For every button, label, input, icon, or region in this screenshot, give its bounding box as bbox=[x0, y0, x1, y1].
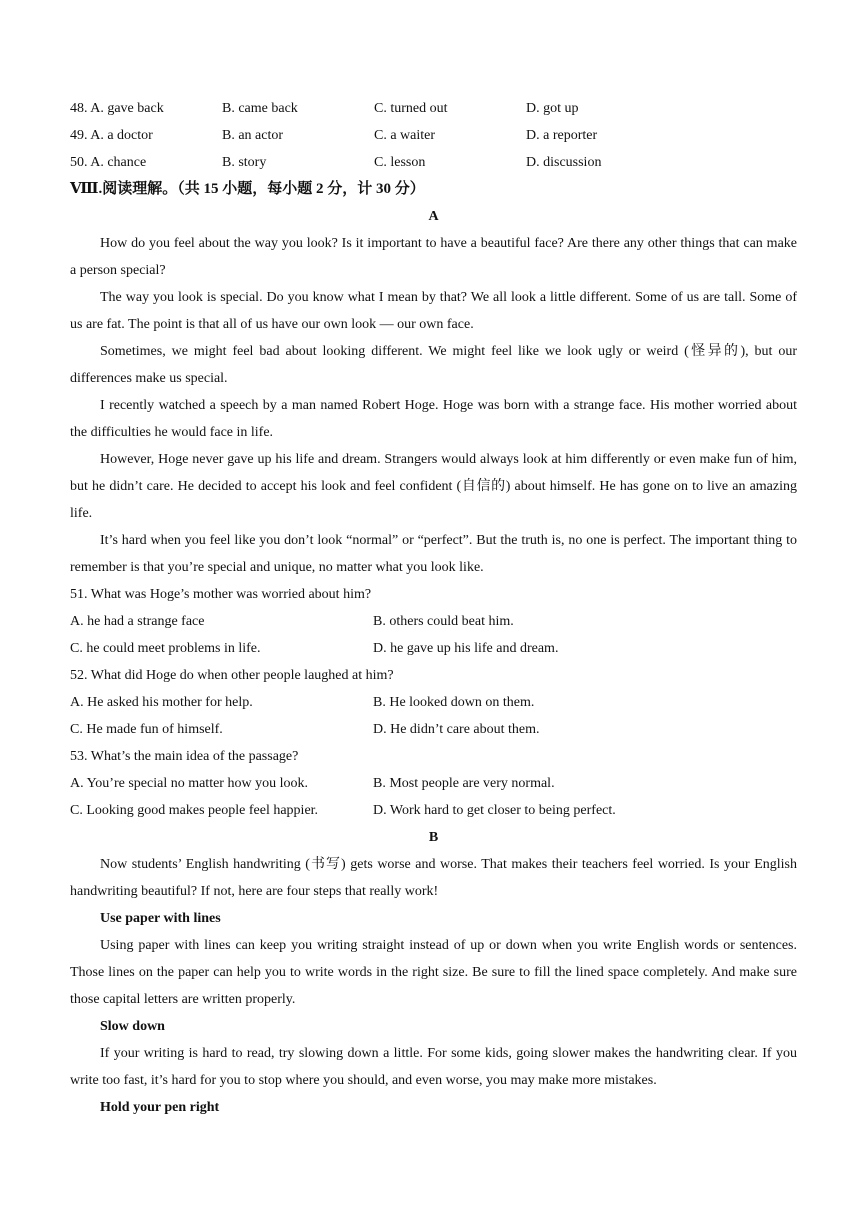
section-title: Ⅷ.阅读理解。（共 15 小题，每小题 2 分，计 30 分） bbox=[70, 181, 425, 197]
option-c: C. a waiter bbox=[374, 128, 436, 143]
option-c: C. Looking good makes people feel happier. bbox=[70, 803, 319, 818]
cloze-options-49 bbox=[70, 122, 797, 149]
option-c: C. He made fun of himself. bbox=[70, 722, 223, 737]
option-d: D. got up bbox=[526, 101, 579, 116]
step-text: If your writing is hard to read, try slowing down a little. For some kids, going slower makes the handwriting clear. If you write too fast, it’s hard for you to stop where you should, and even worse, you may make more mistakes. bbox=[70, 1046, 797, 1088]
passage-a-paragraph: How do you feel about the way you look? Is it important to have a beautiful face? Are there any other things that can make a person special? bbox=[70, 236, 797, 278]
question-52: 52. What did Hoge do when other people laughed at him? bbox=[70, 668, 394, 683]
question-52-options-row1 bbox=[70, 689, 797, 716]
cloze-options-50 bbox=[70, 149, 797, 176]
passage-a-paragraph: Sometimes, we might feel bad about looking different. We might feel like we look ugly or weird (怪异的), but our differences make us special. bbox=[70, 344, 797, 386]
option-c: C. lesson bbox=[374, 155, 426, 170]
option-d: D. discussion bbox=[526, 155, 602, 170]
question-53-options-row1 bbox=[70, 770, 797, 797]
passage-a-paragraph: I recently watched a speech by a man named Robert Hoge. Hoge was born with a strange face. His mother worried about the difficulties he would face in life. bbox=[70, 398, 797, 440]
step-heading: Use paper with lines bbox=[100, 911, 221, 926]
cloze-options-48 bbox=[70, 95, 797, 122]
option-b: B. story bbox=[222, 155, 267, 170]
option-c: C. turned out bbox=[374, 101, 448, 116]
option-d: D. Work hard to get closer to being perfect. bbox=[373, 803, 616, 818]
passage-b-label: B bbox=[428, 830, 439, 845]
option-b: B. an actor bbox=[222, 128, 284, 143]
option-a: 50. A. chance bbox=[70, 155, 147, 170]
option-c: C. he could meet problems in life. bbox=[70, 641, 261, 656]
step-text: Using paper with lines can keep you writing straight instead of up or down when you write English words or sentences. Those lines on the paper can help you to write words in the right size. Be sure to fill the lined space completely. And make sure those capital letters are written properly. bbox=[70, 938, 797, 1007]
option-d: D. He didn’t care about them. bbox=[373, 722, 540, 737]
option-a: A. You’re special no matter how you look. bbox=[70, 776, 308, 791]
option-a: A. he had a strange face bbox=[70, 614, 205, 629]
question-51: 51. What was Hoge’s mother was worried about him? bbox=[70, 587, 372, 602]
option-b: B. others could beat him. bbox=[373, 614, 514, 629]
question-51-options-row1 bbox=[70, 608, 797, 635]
passage-b-intro: Now students’ English handwriting (书写) gets worse and worse. That makes their teachers feel worried. Is your English handwriting beautiful? If not, here are four steps that really work! bbox=[70, 857, 797, 899]
passage-a-paragraph: However, Hoge never gave up his life and dream. Strangers would always look at him differently or even make fun of him, but he didn’t care. He decided to accept his look and feel confident (自信的) about himself. He has gone on to live an amazing life. bbox=[70, 452, 797, 521]
option-d: D. a reporter bbox=[526, 128, 598, 143]
question-53-options-row2 bbox=[70, 797, 797, 824]
option-b: B. He looked down on them. bbox=[373, 695, 535, 710]
page-content bbox=[70, 95, 797, 1121]
question-51-options-row2 bbox=[70, 635, 797, 662]
option-a: A. He asked his mother for help. bbox=[70, 695, 253, 710]
step-heading: Slow down bbox=[100, 1019, 165, 1034]
option-d: D. he gave up his life and dream. bbox=[373, 641, 559, 656]
option-b: B. Most people are very normal. bbox=[373, 776, 555, 791]
passage-a-paragraph: It’s hard when you feel like you don’t look “normal” or “perfect”. But the truth is, no one is perfect. The important thing to remember is that you’re special and unique, no matter what you look like. bbox=[70, 533, 797, 575]
option-a: 49. A. a doctor bbox=[70, 128, 153, 143]
option-a: 48. A. gave back bbox=[70, 101, 164, 116]
passage-a-paragraph: The way you look is special. Do you know what I mean by that? We all look a little different. Some of us are tall. Some of us are fat. The point is that all of us have our own look — our own face. bbox=[70, 290, 797, 332]
question-52-options-row2 bbox=[70, 716, 797, 743]
passage-a-label: A bbox=[428, 209, 439, 224]
question-53: 53. What’s the main idea of the passage? bbox=[70, 749, 299, 764]
step-heading: Hold your pen right bbox=[100, 1100, 220, 1115]
option-b: B. came back bbox=[222, 101, 298, 116]
